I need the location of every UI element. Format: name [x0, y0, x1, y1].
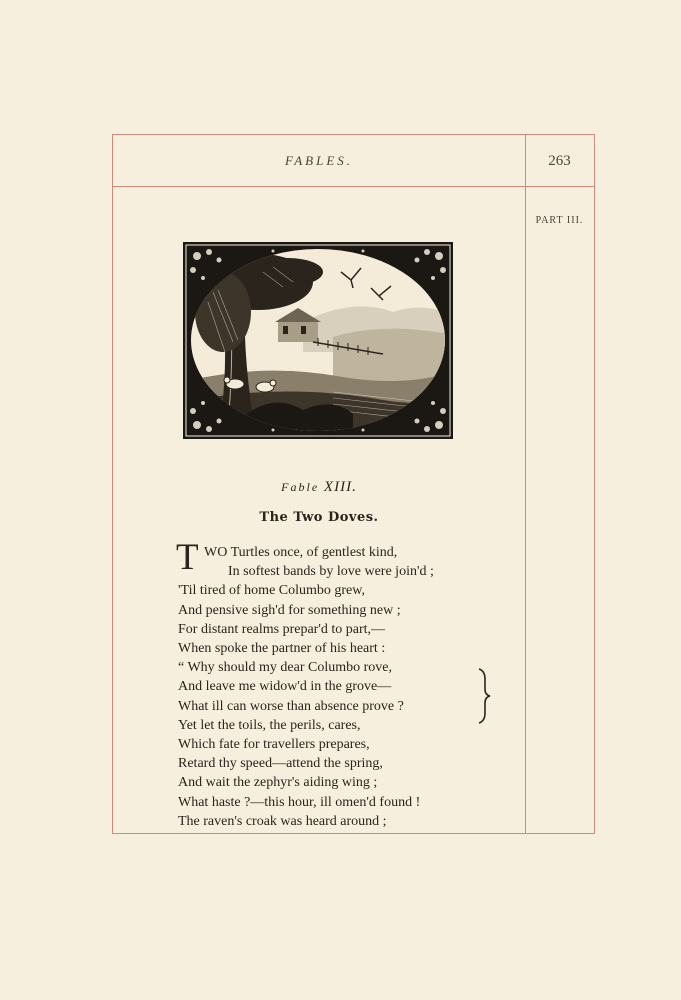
part-label: PART III.: [535, 215, 584, 226]
verse-line: In softest bands by love were join'd ;: [228, 564, 434, 580]
verse-body: [178, 543, 508, 831]
verse-line: And pensive sigh'd for something new ;: [178, 602, 401, 618]
verse-line: Retard thy speed—attend the spring,: [178, 756, 383, 772]
fable-number-roman: XIII.: [323, 479, 357, 495]
triplet-brace-icon: [476, 667, 492, 725]
woodcut-vignette-icon: [183, 242, 453, 439]
fable-title: The Two Doves.: [259, 510, 379, 525]
verse-line: 'Til tired of home Columbo grew,: [178, 583, 365, 599]
page-frame: [112, 134, 595, 834]
drop-cap: T: [176, 537, 199, 578]
verse-line: What ill can worse than absence prove ?: [178, 698, 404, 714]
verse-line: Which fate for travellers prepares,: [178, 737, 370, 753]
verse-line: What haste ?—this hour, ill omen'd found !: [178, 794, 421, 810]
running-head: FABLES.: [284, 153, 354, 168]
fable-number-prefix: Fable: [281, 480, 320, 494]
fable-number: [113, 479, 525, 496]
verse-line: And wait the zephyr's aiding wing ;: [178, 775, 378, 791]
verse-line: The raven's croak was heard around ;: [178, 813, 387, 829]
page-number: 263: [548, 153, 571, 169]
margin-rule: [525, 135, 526, 833]
header-rule: [113, 186, 594, 187]
verse-line: “ Why should my dear Columbo rove,: [178, 660, 392, 676]
verse-line: And leave me widow'd in the grove—: [178, 679, 392, 695]
verse-line: When spoke the partner of his heart :: [178, 641, 386, 657]
verse-line: WO Turtles once, of gentlest kind,: [204, 545, 398, 560]
verse-line: For distant realms prepar'd to part,—: [178, 621, 386, 637]
verse-line: Yet let the toils, the perils, cares,: [178, 717, 361, 733]
